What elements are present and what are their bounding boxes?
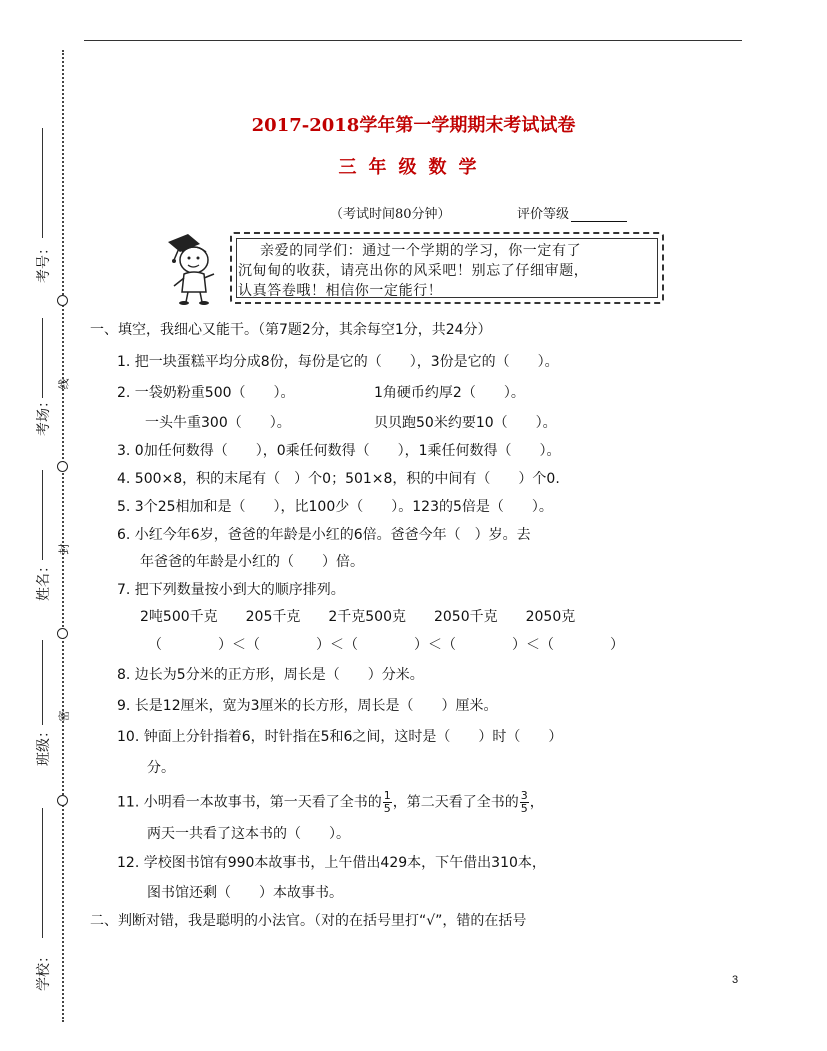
- page-number: 3: [732, 974, 739, 986]
- class-label: 班级：: [36, 724, 52, 766]
- question-2a: 2. 一袋奶粉重500（ ）。: [117, 385, 295, 401]
- message-line-2: 沉甸甸的收获，请亮出你的风采吧！别忘了仔细审题，: [238, 263, 589, 279]
- question-6a: 6. 小红今年6岁，爸爸的年龄是小红的6倍。爸爸今年（ ）岁。去: [117, 527, 531, 543]
- subject-title: 三年级数学: [338, 157, 489, 178]
- question-3: 3. 0加任何数得（ ），0乘任何数得（ ），1乘任何数得（ ）。: [117, 443, 561, 459]
- grade-field: [517, 203, 627, 222]
- feng-mark: 封: [57, 543, 71, 555]
- exam-room-label: 考场：: [36, 394, 52, 436]
- question-2d: 贝贝跑50米约要10（ ）。: [374, 415, 557, 431]
- exam-room-blank: [42, 318, 43, 398]
- fraction-1-5: $\frac{1}{5}$: [383, 789, 391, 815]
- question-4: 4. 500×8，积的末尾有（ ）个0；501×8，积的中间有（ ）个0.: [117, 471, 560, 487]
- section1-heading: 一、填空，我细心又能干。（第7题2分，其余每空1分，共24分）: [90, 322, 492, 338]
- question-12b: 图书馆还剩（ ）本故事书。: [147, 885, 343, 901]
- name-blank: [42, 470, 43, 560]
- question-2c: 一头牛重300（ ）。: [145, 415, 291, 431]
- question-8: 8. 边长为5分米的正方形，周长是（ ）分米。: [117, 667, 424, 683]
- top-rule: [84, 40, 742, 41]
- message-line-1: 亲爱的同学们：通过一个学期的学习，你一定有了: [260, 243, 582, 259]
- question-11b: 两天一共看了这本书的（ ）。: [147, 826, 350, 842]
- grade-blank[interactable]: [571, 207, 627, 222]
- question-7: 7. 把下列数量按小到大的顺序排列。: [117, 582, 345, 598]
- grade-label: 评价等级: [517, 207, 570, 222]
- binding-hole: [57, 295, 68, 306]
- exam-time: （考试时间80分钟）: [330, 207, 451, 222]
- school-blank: [42, 808, 43, 938]
- page-title: 2017-2018学年第一学期期末考试试卷: [251, 115, 576, 136]
- question-7-items: 2吨500千克 205千克 2千克500克 2050千克 2050克: [140, 609, 576, 625]
- question-9: 9. 长是12厘米，宽为3厘米的长方形，周长是（ ）厘米。: [117, 698, 498, 714]
- mi-mark: 密: [57, 710, 71, 722]
- encouragement-box: [230, 232, 664, 304]
- name-label: 姓名：: [36, 559, 52, 601]
- question-10b: 分。: [147, 760, 175, 776]
- question-12a: 12. 学校图书馆有990本故事书，上午借出429本，下午借出310本，: [117, 855, 546, 871]
- question-6b: 年爸爸的年龄是小红的（ ）倍。: [140, 554, 364, 570]
- message-line-3: 认真答卷哦！相信你一定能行！: [238, 283, 443, 299]
- exam-no-blank: [42, 128, 43, 238]
- student-cartoon-icon: [160, 230, 232, 306]
- school-label: 学校：: [36, 949, 52, 991]
- fraction-3-5: $\frac{3}{5}$: [520, 789, 528, 815]
- question-5: 5. 3个25相加和是（ ），比100少（ ）。123的5倍是（ ）。: [117, 499, 553, 515]
- section2-heading: 二、判断对错，我是聪明的小法官。（对的在括号里打“√”，错的在括号: [90, 913, 527, 929]
- question-10a: 10. 钟面上分针指着6，时针指在5和6之间，这时是（ ）时（ ）: [117, 729, 563, 745]
- exam-no-label: 考号：: [36, 241, 52, 283]
- binding-hole: [57, 795, 68, 806]
- binding-hole: [57, 628, 68, 639]
- binding-hole: [57, 461, 68, 472]
- question-1: 1. 把一块蛋糕平均分成8份，每份是它的（ ），3份是它的（ ）。: [117, 354, 559, 370]
- question-11a: 11. 小明看一本故事书，第一天看了全书的 $\frac{1}{5}$ ，第二天看了全书的 $\frac{3}{5}$ ，: [117, 789, 544, 815]
- binding-dotted-line: [62, 50, 64, 1022]
- class-blank: [42, 640, 43, 725]
- xian-mark: 线: [57, 378, 71, 390]
- question-2b: 1角硬币约厚2（ ）。: [374, 385, 525, 401]
- question-7-blanks: （ ）＜（ ）＜（ ）＜（ ）＜（ ）: [148, 637, 624, 653]
